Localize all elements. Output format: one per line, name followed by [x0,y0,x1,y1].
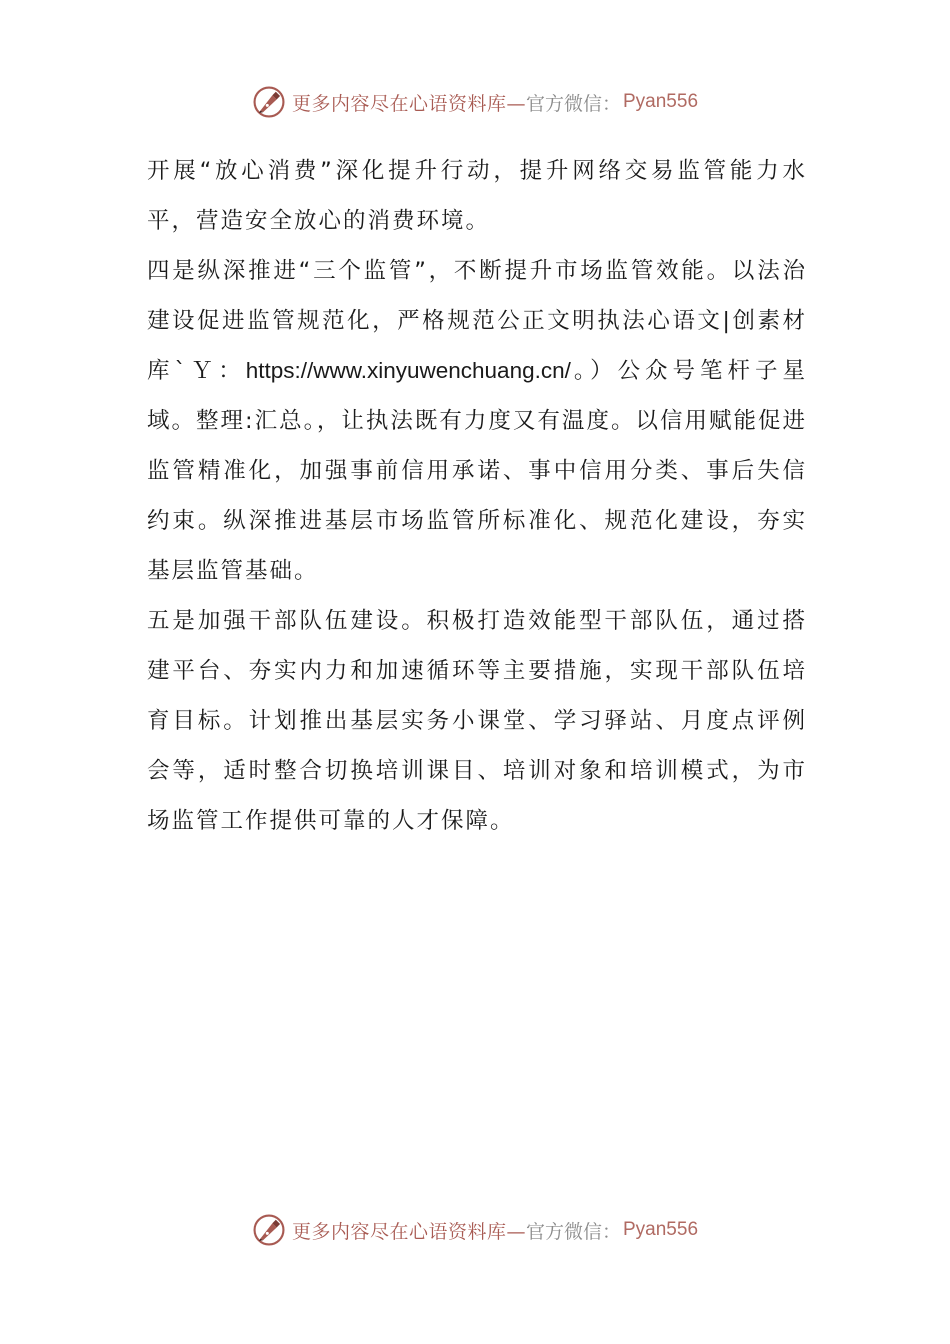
footer-wechat-label: 官方微信： [525,1220,621,1243]
website-link[interactable]: https://www.xinyuwenchuang.cn/ [245,358,571,383]
footer-wechat-id: Pyan556 [623,1219,699,1240]
paragraph-2-text-b: 。）公众号笔杆子星域。整理:汇总。，让执法既有力度又有温度。以信用赋能促进监管精准化，加强事前信用承诺、事中信用分类、事后失信约束。纵深推进基层市场监管所标准化、规范化建设，夯实基层监管基础。 [147,358,807,584]
document-body [147,146,807,846]
pen-nib-logo-icon [252,85,286,119]
paragraph-2-text-a: 四是纵深推进“三个监管”，不断提升市场监管效能。以法治建设促进监管规范化，严格规范公正文明执法心语文|创素材库`Ｙ： [147,258,807,384]
paragraph-2 [147,246,807,596]
footer-banner-text: 更多内容尽在心语资料库— [291,1220,526,1243]
header-wechat-id: Pyan556 [623,91,699,112]
paragraph-1: 开展“放心消费”深化提升行动，提升网络交易监管能力水平，营造安全放心的消费环境。 [147,158,807,234]
header-wechat-label: 官方微信： [525,92,621,115]
header-banner [0,82,950,122]
footer-banner [0,1210,950,1250]
pen-nib-logo-icon [252,1213,286,1247]
paragraph-3: 五是加强干部队伍建设。积极打造效能型干部队伍，通过搭建平台、夯实内力和加速循环等主要措施，实现干部队伍培育目标。计划推出基层实务小课堂、学习驿站、月度点评例会等，适时整合切换培训课目、培训对象和培训模式，为市场监管工作提供可靠的人才保障。 [147,608,807,834]
header-banner-text: 更多内容尽在心语资料库— [291,92,526,115]
